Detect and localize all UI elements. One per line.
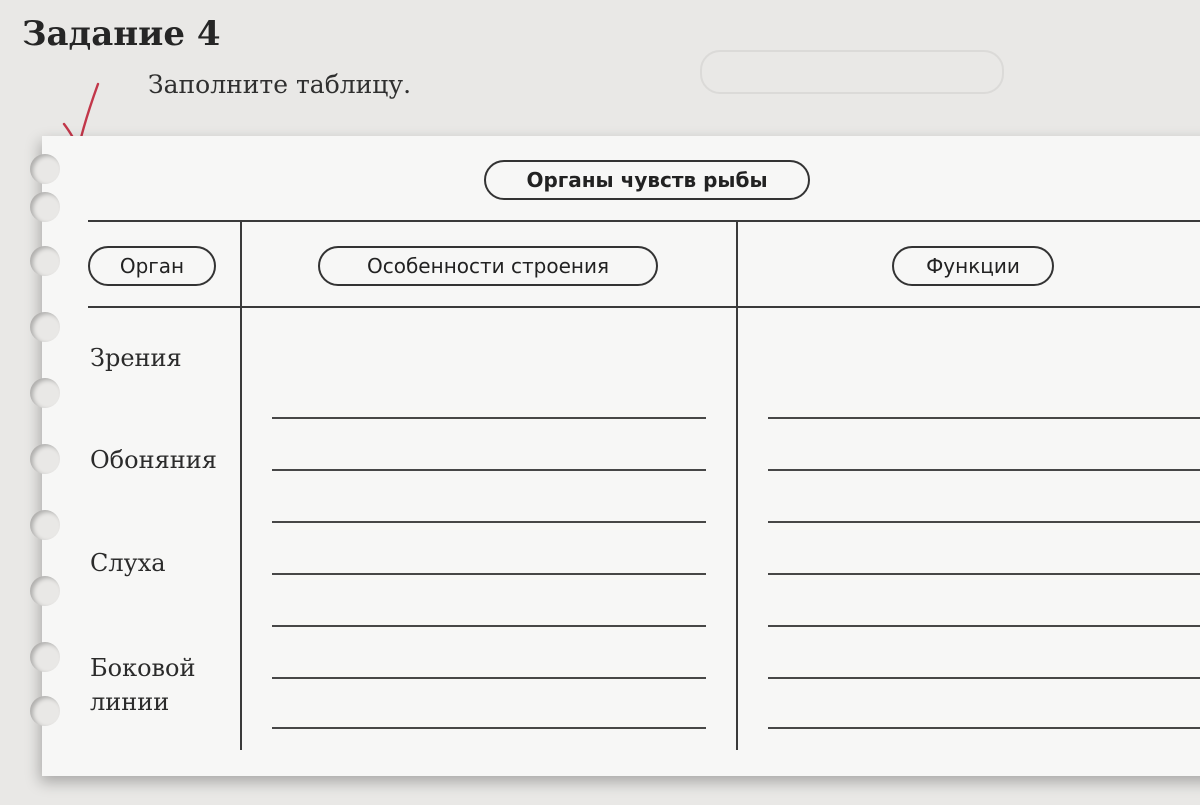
header-structure: Особенности строения — [318, 246, 658, 286]
table-top-rule — [88, 220, 1200, 222]
column-divider — [240, 220, 242, 750]
binder-hole — [30, 576, 60, 606]
structure-answer-line — [272, 417, 706, 419]
function-answer-line — [768, 677, 1200, 679]
header-organ: Орган — [88, 246, 216, 286]
binder-hole — [30, 312, 60, 342]
function-answer-line — [768, 727, 1200, 729]
structure-answer-line — [272, 469, 706, 471]
function-answer-line — [768, 573, 1200, 575]
task-title: Задание 4 — [22, 14, 221, 54]
binder-hole — [30, 246, 60, 276]
row-label-hearing: Слуха — [90, 549, 166, 577]
structure-answer-line — [272, 677, 706, 679]
header-functions: Функции — [892, 246, 1054, 286]
binder-hole — [30, 642, 60, 672]
binder-hole — [30, 378, 60, 408]
binder-hole — [30, 192, 60, 222]
function-answer-line — [768, 469, 1200, 471]
worksheet-card — [42, 136, 1200, 776]
column-divider — [736, 220, 738, 750]
bleed-through-mark — [700, 50, 1004, 94]
binder-hole — [30, 444, 60, 474]
structure-answer-line — [272, 625, 706, 627]
structure-answer-line — [272, 727, 706, 729]
binder-hole — [30, 696, 60, 726]
binder-hole — [30, 510, 60, 540]
header-bottom-rule — [88, 306, 1200, 308]
function-answer-line — [768, 521, 1200, 523]
task-instruction: Заполните таблицу. — [148, 70, 412, 99]
row-label-vision: Зрения — [90, 344, 182, 372]
row-label-lateral-line: Боковой линии — [90, 654, 196, 716]
function-answer-line — [768, 625, 1200, 627]
structure-answer-line — [272, 521, 706, 523]
table-title: Органы чувств рыбы — [484, 160, 810, 200]
binder-hole — [30, 154, 60, 184]
row-label-smell: Обоняния — [90, 446, 217, 474]
structure-answer-line — [272, 573, 706, 575]
function-answer-line — [768, 417, 1200, 419]
